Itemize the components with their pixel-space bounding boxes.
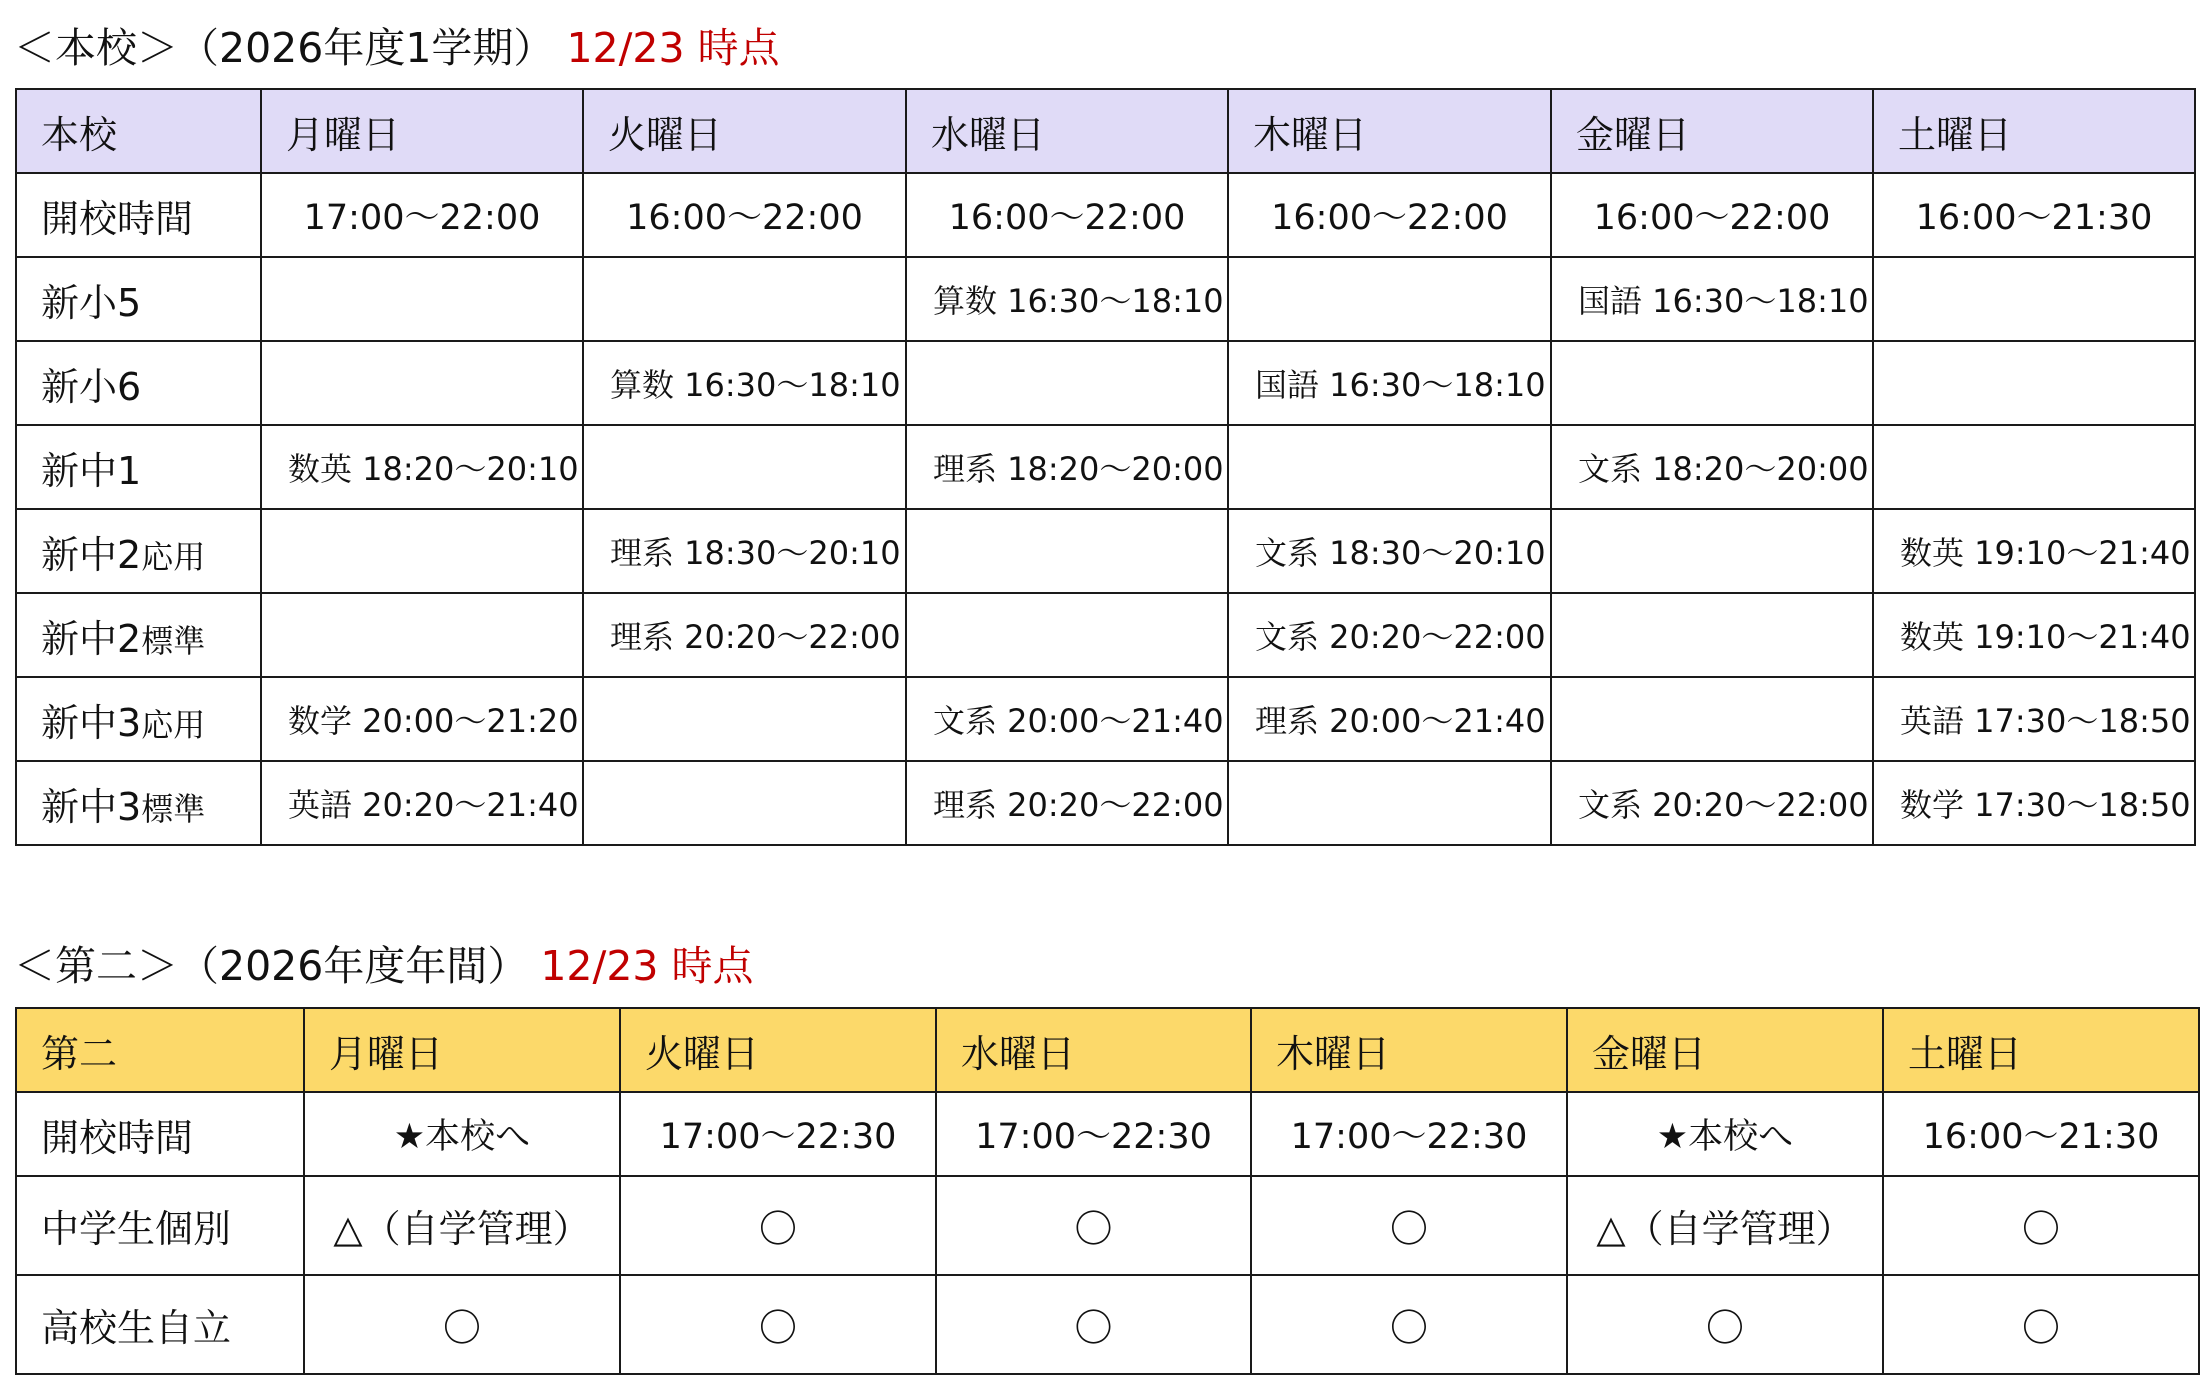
- availability-cell: 〇: [1251, 1176, 1567, 1275]
- availability-cell: 〇: [936, 1275, 1251, 1374]
- grade-name: 新小6: [41, 364, 142, 409]
- lesson-cell: [1873, 257, 2195, 341]
- hours-cell: 16:00～22:00: [1228, 173, 1551, 257]
- lesson-cell: 数英 19:10～21:40: [1873, 593, 2195, 677]
- grade-name: 新小5: [41, 280, 142, 325]
- grade-name: 新中2: [41, 532, 142, 577]
- course-row: [16, 1275, 2199, 1374]
- row-label: 開校時間: [16, 173, 261, 257]
- hours-cell: ★本校へ: [304, 1092, 620, 1176]
- hours-cell: 17:00～22:30: [620, 1092, 936, 1176]
- hours-cell: 16:00～22:00: [583, 173, 906, 257]
- course-label: 中学生個別: [16, 1176, 304, 1275]
- day-header: 火曜日: [620, 1008, 936, 1092]
- lesson-cell: [1228, 425, 1551, 509]
- lesson-cell: [906, 509, 1228, 593]
- lesson-cell: 国語 16:30～18:10: [1551, 257, 1873, 341]
- lesson-cell: [906, 593, 1228, 677]
- lesson-cell: [1873, 341, 2195, 425]
- lesson-cell: [1551, 341, 1873, 425]
- lesson-cell: [583, 257, 906, 341]
- availability-cell: 〇: [1883, 1176, 2199, 1275]
- grade-name: 新中1: [41, 448, 142, 493]
- corner-cell: 第二: [16, 1008, 304, 1092]
- lesson-cell: [1551, 593, 1873, 677]
- day-header: 月曜日: [261, 89, 583, 173]
- second-school-timetable: [15, 1007, 2200, 1375]
- lesson-cell: 文系 20:00～21:40: [906, 677, 1228, 761]
- lesson-cell: [1228, 257, 1551, 341]
- lesson-cell: [261, 593, 583, 677]
- day-header: 木曜日: [1251, 1008, 1567, 1092]
- lesson-cell: [1551, 509, 1873, 593]
- grade-label: [16, 257, 261, 341]
- grade-label: [16, 425, 261, 509]
- day-header: 土曜日: [1883, 1008, 2199, 1092]
- grade-level: 応用: [141, 705, 206, 744]
- lesson-cell: 英語 20:20～21:40: [261, 761, 583, 845]
- availability-cell: 〇: [1251, 1275, 1567, 1374]
- grade-label: [16, 341, 261, 425]
- main-section-title: ＜本校＞（2026年度1学期）: [14, 24, 555, 72]
- lesson-cell: 文系 20:20～22:00: [1551, 761, 1873, 845]
- availability-cell: 〇: [620, 1275, 936, 1374]
- lesson-cell: [583, 761, 906, 845]
- grade-row: [16, 257, 2195, 341]
- availability-cell: 〇: [1567, 1275, 1883, 1374]
- second-section-as-of: 12/23 時点: [540, 942, 754, 990]
- grade-name: 新中3: [41, 700, 142, 745]
- opening-hours-row: [16, 173, 2195, 257]
- grade-label: [16, 677, 261, 761]
- grade-row: [16, 677, 2195, 761]
- main-school-timetable: [15, 88, 2196, 846]
- lesson-cell: [261, 341, 583, 425]
- hours-cell: 17:00～22:30: [1251, 1092, 1567, 1176]
- availability-cell: 〇: [936, 1176, 1251, 1275]
- availability-cell: △（自学管理）: [304, 1176, 620, 1275]
- day-header: 金曜日: [1567, 1008, 1883, 1092]
- hours-cell: 16:00～22:00: [906, 173, 1228, 257]
- lesson-cell: 理系 18:20～20:00: [906, 425, 1228, 509]
- lesson-cell: 国語 16:30～18:10: [1228, 341, 1551, 425]
- lesson-cell: 数学 20:00～21:20: [261, 677, 583, 761]
- header-row: [16, 1008, 2199, 1092]
- main-section-heading: [14, 24, 780, 72]
- hours-cell: 16:00～21:30: [1873, 173, 2195, 257]
- lesson-cell: 数英 19:10～21:40: [1873, 509, 2195, 593]
- lesson-cell: [906, 341, 1228, 425]
- day-header: 火曜日: [583, 89, 906, 173]
- day-header: 水曜日: [906, 89, 1228, 173]
- opening-hours-row: [16, 1092, 2199, 1176]
- availability-cell: 〇: [620, 1176, 936, 1275]
- lesson-cell: [261, 257, 583, 341]
- grade-label: [16, 593, 261, 677]
- grade-row: [16, 509, 2195, 593]
- day-header: 土曜日: [1873, 89, 2195, 173]
- grade-name: 新中2: [41, 616, 142, 661]
- lesson-cell: 理系 18:30～20:10: [583, 509, 906, 593]
- hours-cell: ★本校へ: [1567, 1092, 1883, 1176]
- day-header: 水曜日: [936, 1008, 1251, 1092]
- lesson-cell: [583, 677, 906, 761]
- lesson-cell: 数英 18:20～20:10: [261, 425, 583, 509]
- grade-label: [16, 509, 261, 593]
- lesson-cell: 理系 20:20～22:00: [583, 593, 906, 677]
- lesson-cell: 文系 18:20～20:00: [1551, 425, 1873, 509]
- lesson-cell: 理系 20:20～22:00: [906, 761, 1228, 845]
- lesson-cell: 算数 16:30～18:10: [583, 341, 906, 425]
- grade-level: 応用: [141, 537, 206, 576]
- lesson-cell: [1551, 677, 1873, 761]
- lesson-cell: [1228, 761, 1551, 845]
- hours-cell: 17:00～22:30: [936, 1092, 1251, 1176]
- lesson-cell: [261, 509, 583, 593]
- lesson-cell: [583, 425, 906, 509]
- lesson-cell: [1873, 425, 2195, 509]
- hours-cell: 16:00～21:30: [1883, 1092, 2199, 1176]
- grade-label: [16, 761, 261, 845]
- day-header: 木曜日: [1228, 89, 1551, 173]
- lesson-cell: 英語 17:30～18:50: [1873, 677, 2195, 761]
- lesson-cell: 数学 17:30～18:50: [1873, 761, 2195, 845]
- corner-cell: 本校: [16, 89, 261, 173]
- header-row: [16, 89, 2195, 173]
- availability-cell: 〇: [304, 1275, 620, 1374]
- row-label: 開校時間: [16, 1092, 304, 1176]
- lesson-cell: 文系 18:30～20:10: [1228, 509, 1551, 593]
- grade-row: [16, 593, 2195, 677]
- availability-cell: △（自学管理）: [1567, 1176, 1883, 1275]
- day-header: 金曜日: [1551, 89, 1873, 173]
- lesson-cell: 文系 20:20～22:00: [1228, 593, 1551, 677]
- availability-cell: 〇: [1883, 1275, 2199, 1374]
- grade-level: 標準: [141, 621, 206, 660]
- grade-row: [16, 425, 2195, 509]
- grade-name: 新中3: [41, 784, 142, 829]
- hours-cell: 16:00～22:00: [1551, 173, 1873, 257]
- hours-cell: 17:00～22:00: [261, 173, 583, 257]
- grade-row: [16, 341, 2195, 425]
- lesson-cell: 算数 16:30～18:10: [906, 257, 1228, 341]
- day-header: 月曜日: [304, 1008, 620, 1092]
- course-row: [16, 1176, 2199, 1275]
- grade-level: 標準: [141, 789, 206, 828]
- lesson-cell: 理系 20:00～21:40: [1228, 677, 1551, 761]
- main-section-as-of: 12/23 時点: [566, 24, 780, 72]
- course-label: 高校生自立: [16, 1275, 304, 1374]
- second-section-title: ＜第二＞（2026年度年間）: [14, 942, 529, 990]
- grade-row: [16, 761, 2195, 845]
- second-section-heading: [14, 942, 754, 990]
